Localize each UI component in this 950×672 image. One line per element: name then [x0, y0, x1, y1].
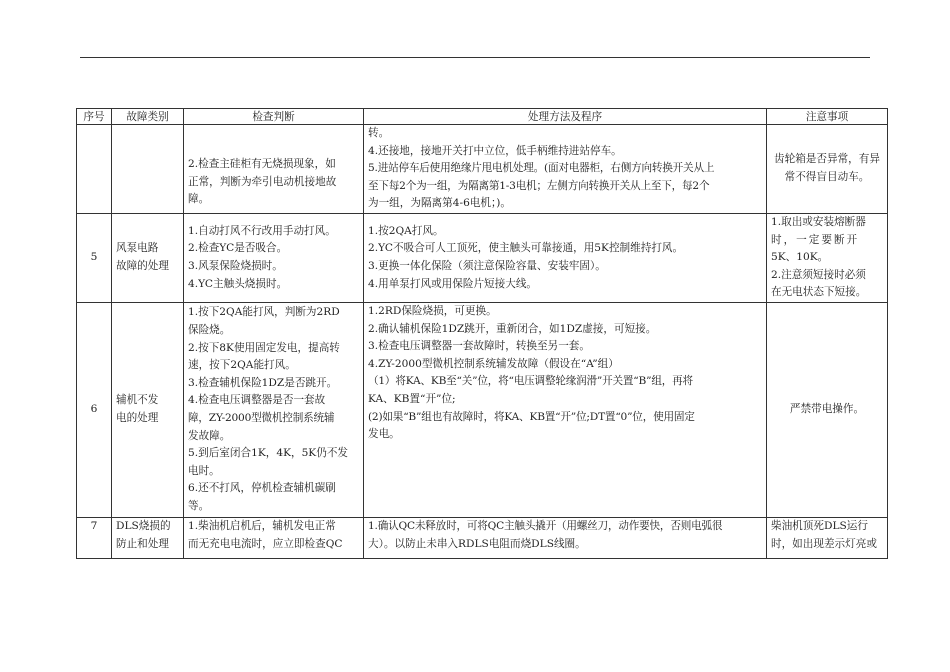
row-check — [184, 517, 364, 558]
row-num: 6 — [77, 302, 112, 517]
header-note: 注意事项 — [767, 109, 888, 125]
check-line: 等。 — [188, 499, 210, 512]
check-line: 3.检查辅机保险1DZ是否跳开。 — [188, 376, 338, 389]
row-num — [77, 125, 112, 214]
check-line: 而无充电电流时，应立即检查QC — [188, 537, 343, 550]
method-line: 5.进站停车后使用绝缘片甩电机处理。(面对电器柜，右侧方向转换开关从上 — [368, 162, 715, 175]
note-line: 常不得盲目动车。 — [784, 170, 870, 183]
method-line: 发电。 — [368, 428, 400, 441]
check-line: 正常，判断为牵引电动机接地故 — [188, 175, 337, 188]
row-method — [364, 302, 767, 517]
category-line: 辅机不发 — [116, 394, 159, 407]
method-line: 3.更换一体化保险（须注意保险容量、安装牢固）。 — [368, 259, 606, 272]
method-line: 4.ZY-2000型微机控制系统辅发故障（假设在“A”组） — [368, 357, 619, 370]
row-method — [364, 213, 767, 302]
table-row — [77, 125, 888, 214]
category-line: 防止和处理 — [116, 537, 169, 550]
table-header-row — [77, 109, 888, 125]
note-line: 在无电状态下短接。 — [771, 286, 867, 299]
table-row — [77, 302, 888, 517]
method-line: 为一组，为隔离第4-6电机；)。 — [368, 197, 512, 210]
check-line: 5.到后室闭合1K，4K，5K仍不发 — [188, 447, 349, 460]
method-line: 大）。以防止未串入RDLS电阻而烧DLS线圈。 — [368, 537, 586, 550]
note-line: 2.注意须短接时必须 — [771, 268, 866, 281]
row-note — [767, 517, 888, 558]
method-line: 3.检查电压调整器一套故障时，转换至另一套。 — [368, 340, 590, 353]
check-line: 1.柴油机启机后，辅机发电正常 — [188, 519, 336, 532]
row-note — [767, 125, 888, 214]
check-line: 保险烧。 — [188, 323, 231, 336]
check-line: 2.检查主硅柜有无烧损现象，如 — [188, 158, 336, 171]
check-line: 1.自动打风不行改用手动打风。 — [188, 224, 336, 237]
table-row — [77, 517, 888, 558]
method-line: KA、KB置“开”位; — [368, 392, 456, 405]
check-line: 障。 — [188, 193, 210, 206]
header-num: 序号 — [77, 109, 112, 125]
note-line: 5K、10K。 — [771, 251, 829, 264]
check-line: 4.检查电压调整器是否一套故 — [188, 394, 326, 407]
row-num: 7 — [77, 517, 112, 558]
note-line: 齿轮箱是否异常，有异 — [774, 153, 880, 166]
row-num: 5 — [77, 213, 112, 302]
category-line: 风泵电路 — [116, 242, 159, 255]
method-line: (2)如果“B”组也有故障时，将KA、KB置“开”位;DT置“0”位，使用固定 — [368, 410, 695, 423]
header-rule — [80, 57, 870, 58]
category-line: DLS烧损的 — [116, 519, 171, 532]
row-check — [184, 125, 364, 214]
method-line: （1）将KA、KB至“关”位，将“电压调整轮缘润滑”开关置“B”组，再将 — [368, 375, 693, 388]
note-line: 柴油机顶死DLS运行 — [771, 519, 868, 532]
note-line: 时，如出现差示灯亮或 — [771, 537, 877, 550]
method-line: 2.确认辅机保险1DZ跳开，重新闭合，如1DZ虚接，可短接。 — [368, 322, 657, 335]
category-line: 故障的处理 — [116, 259, 169, 272]
row-check — [184, 302, 364, 517]
method-line: 1.按2QA打风。 — [368, 224, 444, 237]
method-line: 至下每2个为一组，为隔离第1-3电机；左侧方向转换开关从上至下，每2个 — [368, 179, 710, 192]
row-method — [364, 517, 767, 558]
method-line: 2.YC不吸合可人工顶死，使主触头可靠接通，用5K控制维持打风。 — [368, 242, 684, 255]
check-line: 3.风泵保险烧损时。 — [188, 259, 283, 272]
check-line: 电时。 — [188, 464, 220, 477]
note-line: 严禁带电操作。 — [789, 403, 865, 416]
row-method — [364, 125, 767, 214]
row-category — [112, 517, 184, 558]
row-note — [767, 213, 888, 302]
note-line: 1.取出或安装熔断器 — [771, 215, 866, 228]
table-row — [77, 213, 888, 302]
method-line: 转。 — [368, 127, 390, 139]
row-category — [112, 213, 184, 302]
check-line: 速，按下2QA能打风。 — [188, 359, 296, 372]
fault-table — [76, 108, 888, 559]
row-note — [767, 302, 888, 517]
header-category: 故障类别 — [112, 109, 184, 125]
check-line: 1.按下2QA能打风，判断为2RD — [188, 306, 340, 319]
check-line: 发故障。 — [188, 429, 231, 442]
header-method: 处理方法及程序 — [364, 109, 767, 125]
check-line: 6.还不打风，停机检查辅机碳刷 — [188, 482, 336, 495]
check-line: 2.检查YC是否吸合。 — [188, 242, 288, 255]
row-check — [184, 213, 364, 302]
check-line: 障，ZY-2000型微机控制系统辅 — [188, 411, 335, 424]
note-line: 时，一定要断开 — [771, 233, 860, 246]
category-line: 电的处理 — [116, 411, 159, 424]
row-category — [112, 302, 184, 517]
method-line: 4.还接地，接地开关打中立位，低手柄维持进站停车。 — [368, 144, 622, 157]
check-line: 4.YC主触头烧损时。 — [188, 277, 288, 290]
row-category — [112, 125, 184, 214]
method-line: 4.用单泵打风或用保险片短接大线。 — [368, 277, 538, 290]
check-line: 2.按下8K使用固定发电，提高转 — [188, 341, 340, 354]
header-check: 检查判断 — [184, 109, 364, 125]
method-line: 1.确认QC未释放时，可将QC主触头撬开（用螺丝刀，动作要快，否则电弧很 — [368, 519, 723, 532]
method-line: 1.2RD保险烧损，可更换。 — [368, 304, 497, 317]
